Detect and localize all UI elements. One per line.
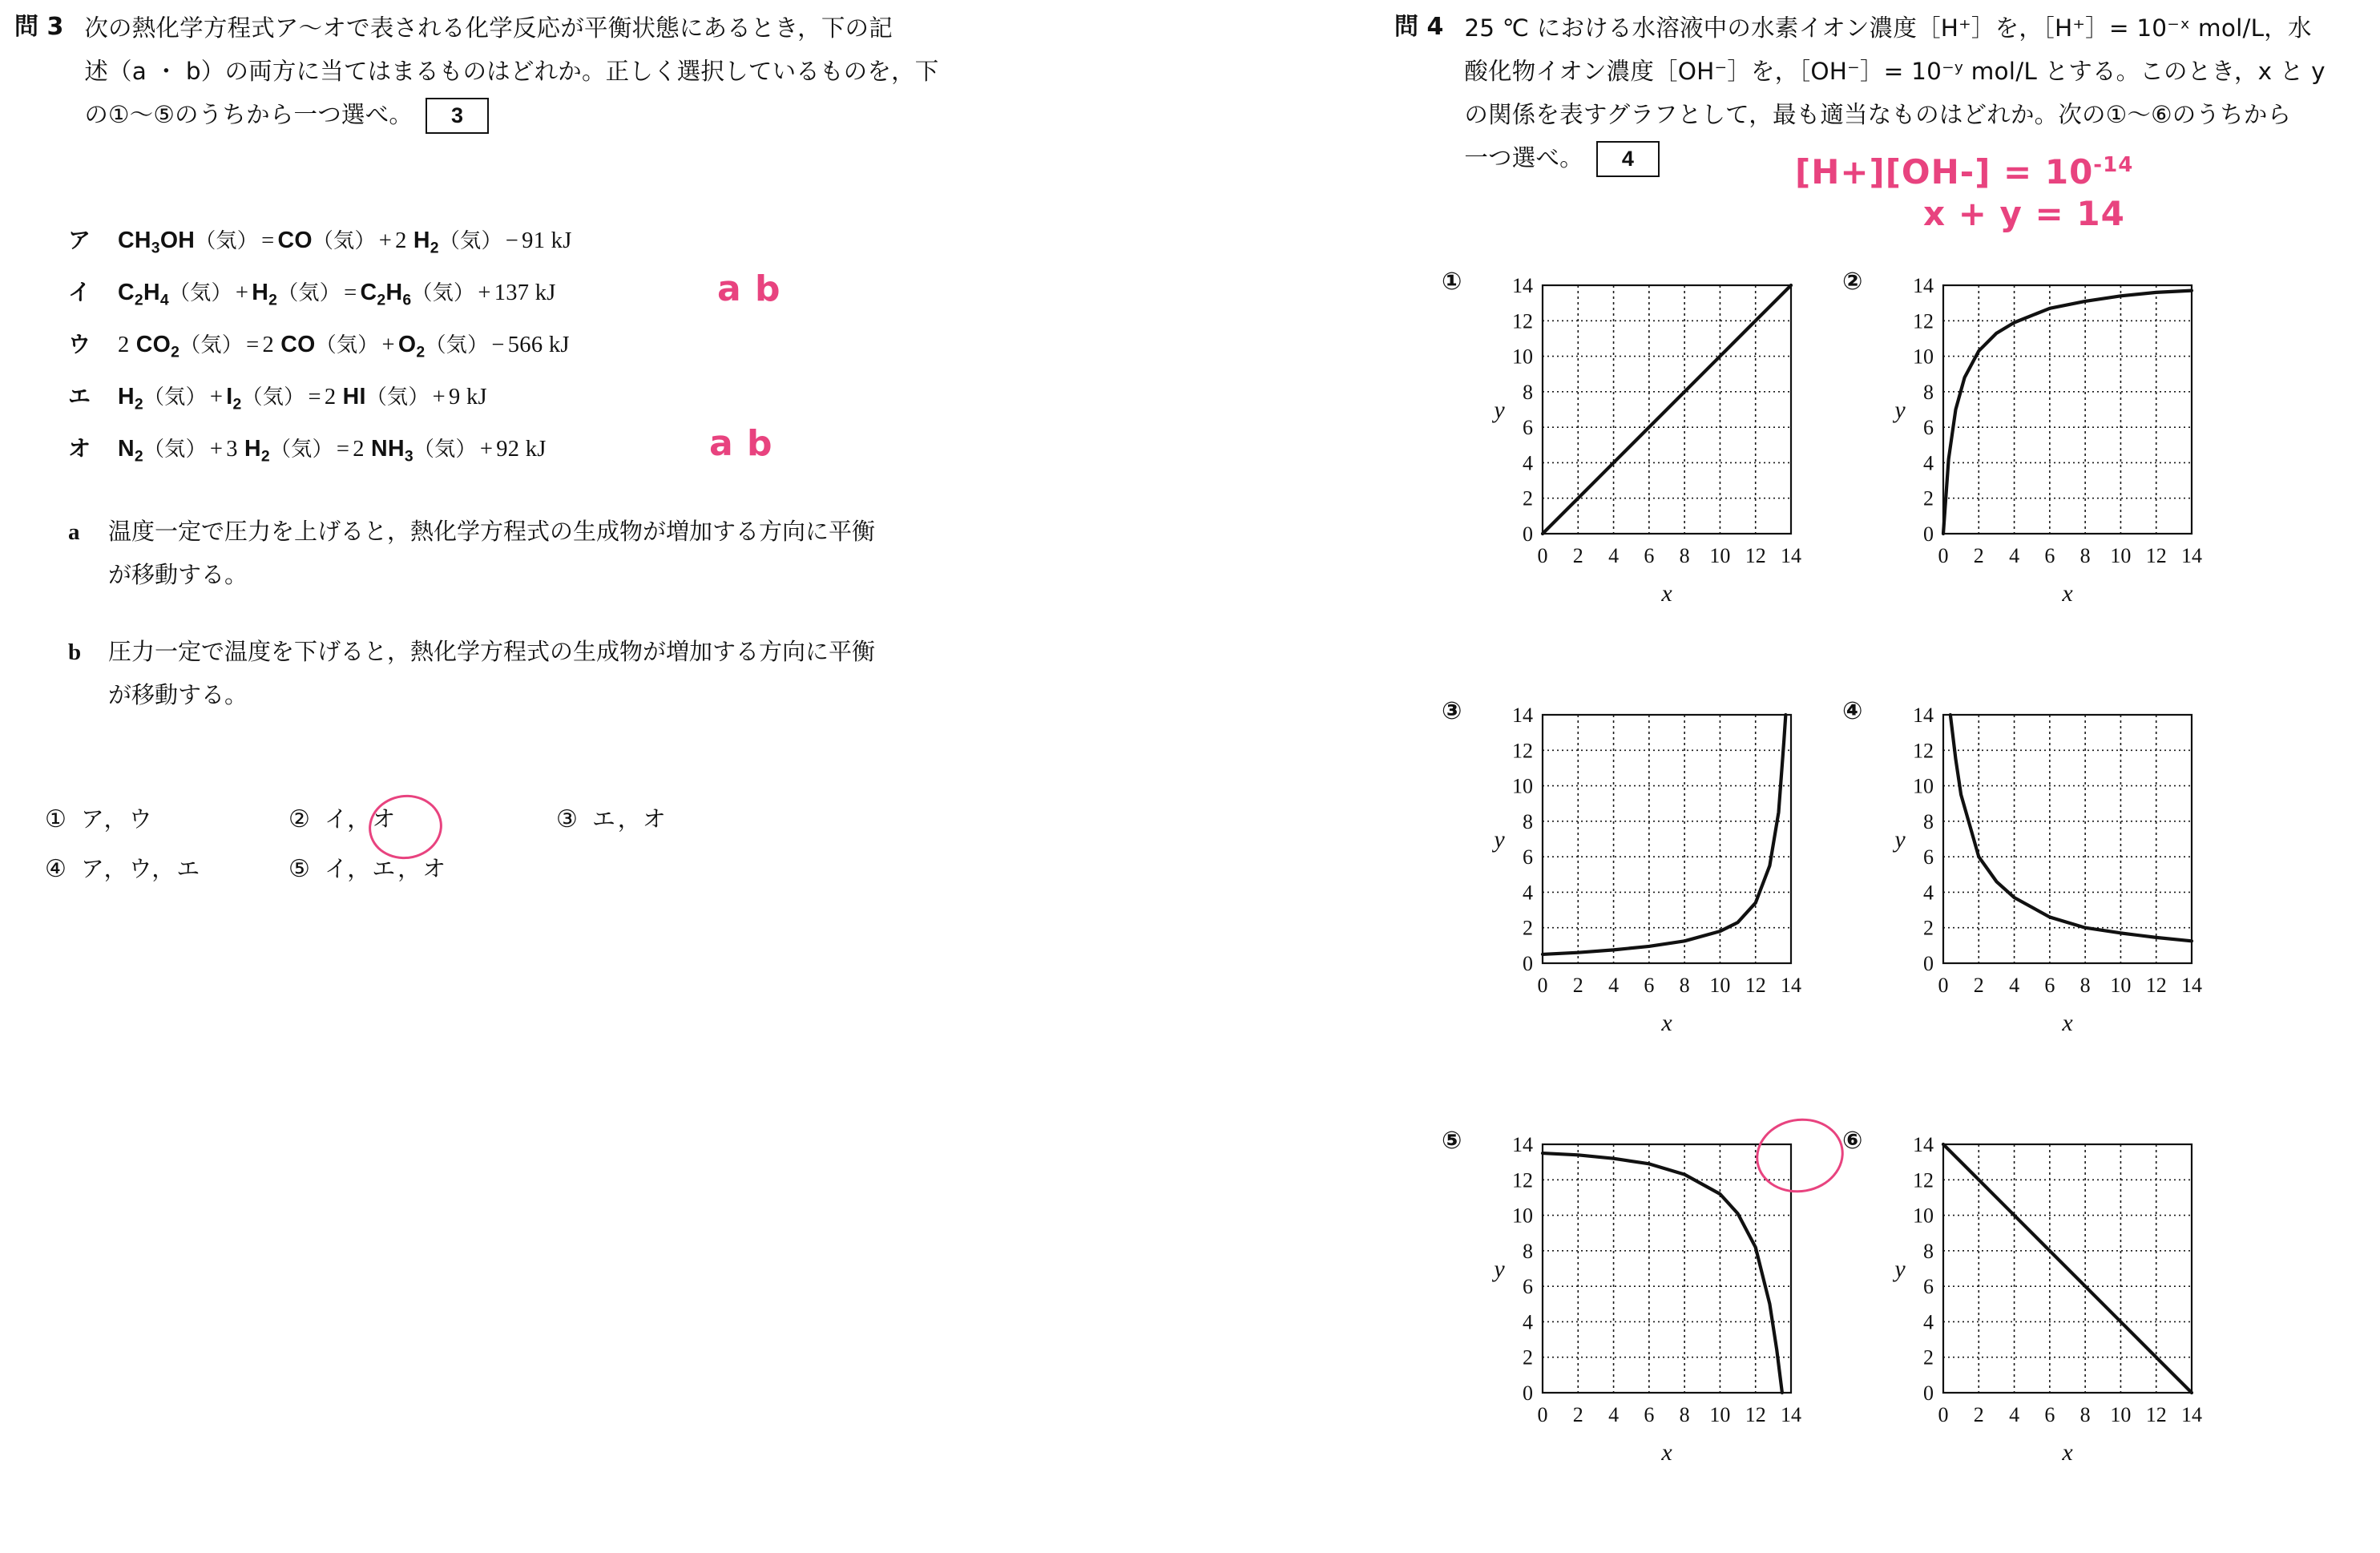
svg-text:4: 4	[1608, 544, 1620, 567]
svg-text:14: 14	[1913, 274, 1934, 297]
question-3-line-3	[84, 93, 938, 136]
svg-text:y: y	[1894, 826, 1906, 853]
choices-row-1	[45, 801, 668, 851]
svg-text:4: 4	[1608, 1403, 1620, 1426]
svg-text:6: 6	[1923, 416, 1934, 440]
statement-a	[68, 510, 875, 596]
equation-label-u: ウ	[68, 331, 91, 357]
graph-row-2	[1438, 694, 2380, 1123]
svg-text:12: 12	[2145, 974, 2167, 997]
question-3-number: 問 3	[14, 13, 64, 41]
svg-text:0: 0	[1923, 522, 1934, 546]
question-4-line-4	[1464, 136, 2326, 180]
equation-label-e: エ	[68, 383, 91, 409]
svg-text:8: 8	[1679, 974, 1690, 997]
svg-text:14: 14	[1781, 544, 1801, 567]
svg-text:12: 12	[1745, 544, 1766, 567]
svg-text:6: 6	[1923, 1275, 1934, 1299]
annotation-line-1: [H+][OH-] = 10	[1795, 152, 2094, 192]
annotation-line-2: x + y = 14	[1923, 194, 2125, 233]
svg-text:6: 6	[1523, 845, 1533, 869]
svg-text:x: x	[2062, 580, 2073, 607]
svg-text:12: 12	[2145, 1403, 2167, 1426]
graph-5-label: ⑤	[1442, 1127, 1462, 1155]
equation-row	[68, 423, 773, 483]
question-4-line-2: 酸化物イオン濃度［OH⁻］を，［OH⁻］= 10⁻ʸ mol/L とする。このとき，x と y	[1464, 58, 2326, 85]
svg-text:8: 8	[2079, 544, 2091, 567]
svg-text:14: 14	[2181, 1403, 2202, 1426]
svg-text:0: 0	[1537, 544, 1548, 567]
svg-text:14: 14	[1512, 274, 1533, 297]
svg-text:4: 4	[1523, 881, 1533, 905]
svg-text:0: 0	[1938, 1403, 1949, 1426]
svg-text:8: 8	[2079, 1403, 2091, 1426]
graph-2-plot	[1876, 264, 2205, 621]
question-3-heading	[14, 6, 939, 136]
choice-2[interactable]	[288, 801, 553, 834]
svg-text:12: 12	[1913, 739, 1934, 763]
graph-1-label: ①	[1442, 268, 1462, 296]
graph-3-plot	[1475, 694, 1804, 1051]
equation-row	[68, 379, 572, 431]
svg-text:14: 14	[1781, 974, 1801, 997]
svg-text:0: 0	[1523, 522, 1533, 546]
svg-text:6: 6	[1644, 544, 1655, 567]
svg-text:10: 10	[2110, 1403, 2132, 1426]
svg-text:14: 14	[1913, 704, 1934, 727]
svg-text:x: x	[1661, 1010, 1672, 1036]
svg-text:y: y	[1494, 1256, 1505, 1282]
svg-text:0: 0	[1923, 952, 1934, 975]
graph-4-label: ④	[1842, 697, 1863, 725]
choice-1-number: ①	[45, 805, 67, 833]
thermochemical-equations-list	[68, 223, 781, 483]
equation-label-i: イ	[68, 279, 91, 305]
equation-label-o: オ	[68, 435, 91, 462]
equation-body-u: 2 $CO_2$（気） = 2 CO（気） + $O_2$（気） − 566 kJ	[118, 332, 570, 361]
svg-text:2: 2	[1923, 486, 1934, 510]
svg-text:x: x	[1661, 580, 1672, 607]
svg-text:x: x	[1661, 1439, 1672, 1466]
equation-row	[68, 268, 781, 327]
svg-text:8: 8	[1523, 1239, 1533, 1263]
choice-3[interactable]	[556, 801, 668, 834]
svg-text:8: 8	[1523, 380, 1533, 404]
svg-text:6: 6	[1523, 416, 1533, 440]
svg-text:8: 8	[2079, 974, 2091, 997]
svg-text:10: 10	[1913, 774, 1934, 798]
svg-text:0: 0	[1938, 974, 1949, 997]
equation-body-o: $N_2$（気） + 3 $H_2$（気） = 2 $NH_3$（気） + 92 kJ	[118, 436, 547, 466]
svg-text:2: 2	[1973, 544, 1984, 567]
svg-text:12: 12	[2145, 544, 2167, 567]
statement-a-line-1: 温度一定で圧力を上げると，熱化学方程式の生成物が増加する方向に平衡	[108, 518, 876, 545]
svg-text:6: 6	[1644, 974, 1655, 997]
choice-5-text: イ，エ，オ	[324, 855, 448, 882]
graph-5-plot	[1475, 1123, 1804, 1480]
svg-text:y: y	[1494, 826, 1505, 853]
svg-text:10: 10	[1709, 1403, 1731, 1426]
svg-text:8: 8	[1679, 544, 1690, 567]
choice-1[interactable]	[45, 801, 285, 834]
choice-1-text: ア，ウ	[80, 805, 154, 833]
svg-text:12: 12	[1512, 309, 1533, 333]
question-4-answer-box[interactable]: 4	[1596, 141, 1660, 177]
question-3-answer-box[interactable]: 3	[426, 98, 489, 134]
equation-body-a: $CH_3OH$（気） = CO（気） + 2 $H_2$（気） − 91 kJ	[118, 228, 572, 257]
statement-a-line-2: が移動する。	[108, 561, 248, 588]
choice-3-text: エ，オ	[591, 805, 668, 833]
svg-text:10: 10	[1913, 345, 1934, 369]
graph-cell-3	[1438, 694, 1839, 1123]
graph-cell-5	[1438, 1123, 1839, 1553]
svg-text:8: 8	[1679, 1403, 1690, 1426]
svg-text:y: y	[1894, 397, 1906, 423]
choice-4[interactable]	[45, 851, 285, 884]
svg-text:8: 8	[1923, 380, 1934, 404]
svg-text:6: 6	[1923, 845, 1934, 869]
statements-list	[68, 510, 875, 750]
svg-text:4: 4	[2009, 974, 2020, 997]
equation-label-a: ア	[68, 227, 91, 253]
question-4-number: 問 4	[1394, 13, 1444, 41]
svg-text:10: 10	[1512, 774, 1533, 798]
svg-text:12: 12	[1913, 309, 1934, 333]
svg-text:6: 6	[2044, 1403, 2055, 1426]
question-3-column	[0, 0, 1170, 1508]
svg-text:14: 14	[2181, 544, 2202, 567]
graph-6-label: ⑥	[1842, 1127, 1863, 1155]
graph-row-3	[1438, 1123, 2380, 1553]
statement-b-line-1: 圧力一定で温度を下げると，熱化学方程式の生成物が増加する方向に平衡	[108, 638, 876, 665]
svg-text:y: y	[1494, 397, 1505, 423]
svg-text:4: 4	[1523, 451, 1533, 475]
svg-text:0: 0	[1923, 1382, 1934, 1405]
svg-text:12: 12	[1745, 974, 1766, 997]
svg-text:8: 8	[1923, 1239, 1934, 1263]
question-4-line-1: 25 ℃ における水溶液中の水素イオン濃度［H⁺］を，［H⁺］= 10⁻ˣ mol/L，水	[1464, 14, 2312, 42]
equation-body-i: $C_2H_4$（気） + $H_2$（気） = $C_2H_6$（気） + 137 kJ	[118, 280, 556, 309]
svg-text:14: 14	[1913, 1133, 1934, 1156]
svg-text:2: 2	[1923, 1345, 1934, 1369]
svg-text:6: 6	[1523, 1275, 1533, 1299]
statement-b-id: b	[68, 639, 82, 665]
svg-text:4: 4	[1923, 451, 1934, 475]
question-4-column	[1394, 0, 2380, 1508]
svg-text:10: 10	[1709, 974, 1731, 997]
svg-text:4: 4	[1523, 1310, 1533, 1334]
svg-text:0: 0	[1523, 952, 1533, 975]
svg-text:x: x	[2062, 1439, 2073, 1466]
statement-b-line-2: が移動する。	[108, 681, 248, 708]
statement-b	[68, 630, 875, 716]
choice-5-number: ⑤	[288, 855, 310, 883]
svg-text:10: 10	[1913, 1204, 1934, 1228]
svg-text:2: 2	[1572, 1403, 1583, 1426]
graph-row-1	[1438, 264, 2380, 694]
svg-text:4: 4	[2009, 1403, 2020, 1426]
handwritten-note-i: a b	[717, 268, 781, 309]
svg-text:4: 4	[1923, 1310, 1934, 1334]
svg-text:2: 2	[1523, 916, 1533, 940]
choices-row-2	[45, 851, 668, 901]
graph-3-label: ③	[1442, 697, 1462, 725]
svg-text:2: 2	[1523, 486, 1533, 510]
svg-text:4: 4	[1923, 881, 1934, 905]
svg-text:2: 2	[1973, 1403, 1984, 1426]
svg-text:14: 14	[2181, 974, 2202, 997]
svg-text:10: 10	[1709, 544, 1731, 567]
svg-text:14: 14	[1512, 704, 1533, 727]
choice-2-text: イ，オ	[324, 805, 397, 833]
svg-text:14: 14	[1512, 1133, 1533, 1156]
svg-text:2: 2	[1923, 916, 1934, 940]
choice-2-number: ②	[288, 805, 310, 833]
svg-text:12: 12	[1512, 1168, 1533, 1192]
equation-row	[68, 327, 572, 379]
question-3-line-2: 述（a ・ b）の両方に当てはまるものはどれか。正しく選択しているものを，下	[84, 58, 939, 85]
svg-text:6: 6	[2044, 544, 2055, 567]
handwritten-note-o: a b	[709, 423, 773, 464]
graph-grid	[1438, 264, 2380, 1553]
question-3-line-3-text: の①～⑤のうちから一つ選べ。	[84, 101, 413, 128]
svg-text:x: x	[2062, 1010, 2073, 1036]
svg-text:6: 6	[2044, 974, 2055, 997]
graph-cell-2	[1839, 264, 2240, 694]
graph-1-plot	[1475, 264, 1804, 621]
choice-3-number: ③	[556, 805, 578, 833]
svg-text:2: 2	[1572, 544, 1583, 567]
question-4-heading	[1394, 6, 2326, 180]
graph-cell-1	[1438, 264, 1839, 694]
choice-5[interactable]	[288, 851, 447, 884]
equation-body-e: $H_2$（気） + $I_2$（気） = 2 HI（気） + 9 kJ	[118, 384, 487, 413]
question-3-line-1: 次の熱化学方程式ア～オで表される化学反応が平衡状態にあるとき，下の記	[84, 14, 893, 42]
svg-text:8: 8	[1923, 809, 1934, 833]
svg-text:4: 4	[2009, 544, 2020, 567]
svg-text:10: 10	[1512, 345, 1533, 369]
svg-text:y: y	[1894, 1256, 1906, 1282]
svg-text:12: 12	[1913, 1168, 1934, 1192]
svg-text:10: 10	[2110, 544, 2132, 567]
svg-text:2: 2	[1572, 974, 1583, 997]
svg-text:12: 12	[1512, 739, 1533, 763]
svg-text:2: 2	[1523, 1345, 1533, 1369]
svg-text:8: 8	[1523, 809, 1533, 833]
question-3-choices	[45, 801, 668, 901]
equation-row	[68, 223, 572, 275]
svg-text:0: 0	[1523, 1382, 1533, 1405]
choice-4-number: ④	[45, 855, 67, 883]
question-4-line-3: の関係を表すグラフとして，最も適当なものはどれか。次の①～⑥のうちから	[1464, 101, 2292, 128]
svg-text:6: 6	[1644, 1403, 1655, 1426]
statement-a-id: a	[68, 519, 80, 545]
svg-text:4: 4	[1608, 974, 1620, 997]
svg-text:0: 0	[1537, 974, 1548, 997]
graph-2-label: ②	[1842, 268, 1863, 296]
svg-text:0: 0	[1537, 1403, 1548, 1426]
graph-4-plot	[1876, 694, 2205, 1051]
question-4-line-4-text: 一つ選べ。	[1464, 144, 1583, 171]
svg-text:10: 10	[1512, 1204, 1533, 1228]
svg-text:10: 10	[2110, 974, 2132, 997]
annotation-exponent: -14	[2093, 153, 2134, 177]
graph-cell-6	[1839, 1123, 2240, 1553]
graph-6-plot	[1876, 1123, 2205, 1480]
svg-text:0: 0	[1938, 544, 1949, 567]
graph-cell-4	[1839, 694, 2240, 1123]
svg-text:2: 2	[1973, 974, 1984, 997]
svg-text:14: 14	[1781, 1403, 1801, 1426]
svg-text:12: 12	[1745, 1403, 1766, 1426]
choice-4-text: ア，ウ，エ	[80, 855, 202, 882]
